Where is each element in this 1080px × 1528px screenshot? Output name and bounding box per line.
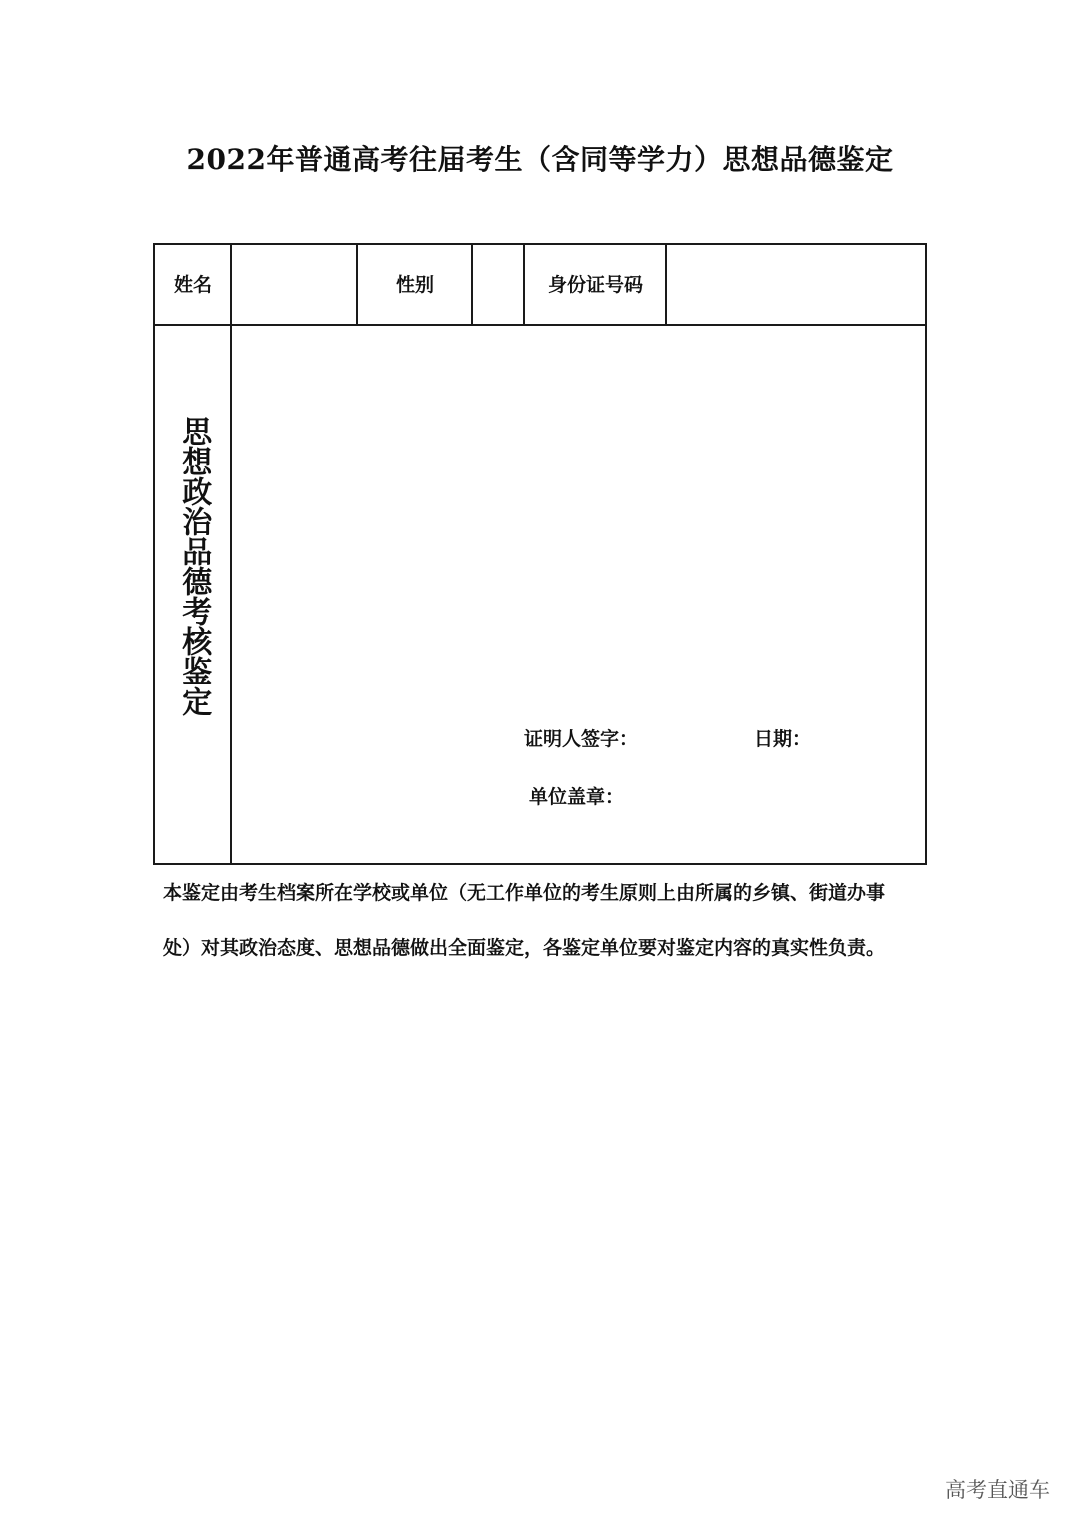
signature-label: 证明人签字：: [524, 728, 639, 750]
name-field[interactable]: [233, 247, 355, 323]
header-row-divider: [155, 324, 925, 326]
name-label: 姓名: [173, 274, 212, 296]
assessment-vertical-label: 思想政治品德考核鉴定: [176, 416, 212, 716]
watermark-text: 高考直通车: [945, 1478, 1050, 1502]
seal-field[interactable]: [625, 775, 825, 815]
id-number-field[interactable]: [668, 247, 923, 323]
gender-label: 性别: [395, 274, 434, 296]
note-line-2: 处）对其政治态度、思想品德做出全面鉴定，各鉴定单位要对鉴定内容的真实性负责。: [163, 937, 886, 959]
date-label: 日期：: [754, 728, 812, 750]
assessment-form-table: [153, 243, 927, 865]
seal-label: 单位盖章：: [529, 786, 625, 808]
note-line-1: 本鉴定由考生档案所在学校或单位（无工作单位的考生原则上由所属的乡镇、街道办事: [163, 882, 886, 904]
signature-field[interactable]: [637, 719, 747, 751]
document-title: 2022年普通高考往届考生（含同等学力）思想品德鉴定: [186, 143, 894, 176]
date-field[interactable]: [810, 719, 910, 751]
id-number-label: 身份证号码: [547, 274, 643, 296]
assessment-content-field[interactable]: [233, 327, 923, 707]
gender-field[interactable]: [474, 247, 522, 323]
